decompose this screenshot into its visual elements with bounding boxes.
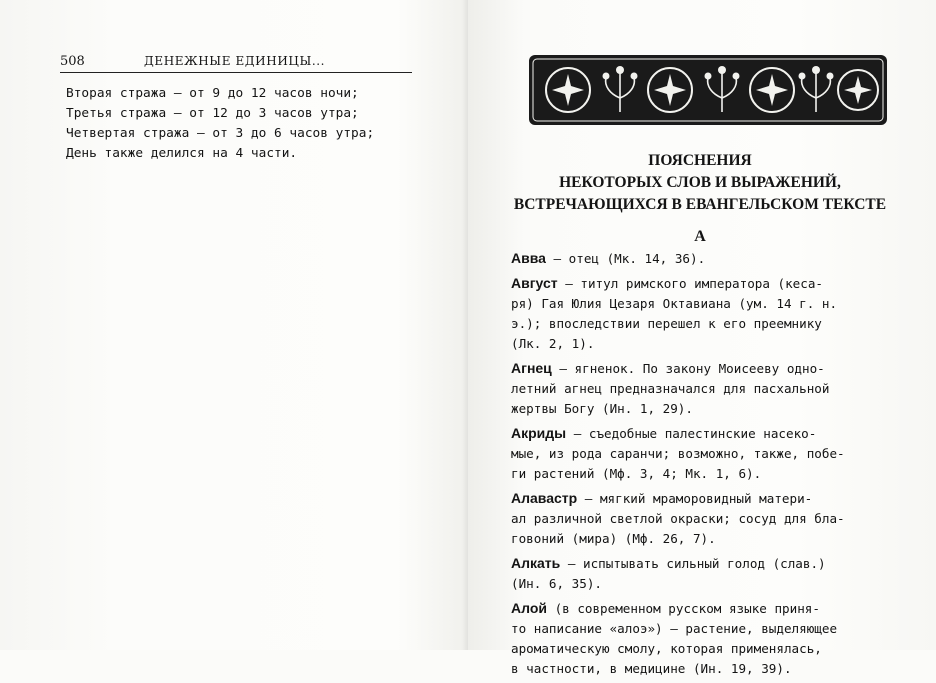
entry-text: летний агнец предназначался для пасхальной: [511, 381, 830, 396]
body-line: Третья стража – от 12 до 3 часов утра;: [66, 106, 359, 121]
glossary-entry: [511, 358, 883, 419]
running-title: ДЕНЕЖНЫЕ ЕДИНИЦЫ...: [144, 54, 326, 68]
body-line: Четвертая стража – от 3 до 6 часов утра;: [66, 126, 375, 141]
entry-text: – мягкий мрамoровидный матери-: [577, 491, 813, 506]
entry-text: говоний (мира) (Мф. 26, 7).: [511, 531, 716, 546]
entry-text: то написание «алоэ») – растение, выделяющее: [511, 621, 838, 636]
entry-text: мые, из рода саранчи; возможно, также, побе-: [511, 446, 845, 461]
ornament-headpiece-icon: [528, 54, 888, 126]
entry-text: ря) Гая Юлия Цезаря Октавиана (ум. 14 г. н.: [511, 296, 838, 311]
entry-term: Алкать: [511, 555, 561, 571]
body-line: День также делился на 4 части.: [66, 146, 298, 161]
page-number: 508: [60, 54, 85, 69]
entry-text: (в современном русском языке приня-: [546, 601, 820, 616]
section-heading: [500, 150, 900, 216]
left-page: [0, 0, 468, 650]
entry-text: ги растений (Мф. 3, 4; Мк. 1, 6).: [511, 466, 762, 481]
heading-line: ВСТРЕЧАЮЩИХСЯ В ЕВАНГЕЛЬСКОМ ТЕКСТЕ: [513, 196, 887, 213]
left-page-body: [66, 84, 426, 164]
body-line: Вторая стража – от 9 до 12 часов ночи;: [66, 86, 359, 101]
heading-line: ПОЯСНЕНИЯ: [648, 152, 752, 169]
entry-text: жертвы Богу (Ин. 1, 29).: [511, 401, 693, 416]
section-letter: А: [694, 228, 706, 245]
glossary-entries: [511, 248, 883, 683]
entry-text: ароматическую смолу, которая применялась,: [511, 641, 822, 656]
entry-term: Акриды: [511, 425, 567, 441]
heading-line: НЕКОТОРЫХ СЛОВ И ВЫРАЖЕНИЙ,: [559, 174, 841, 191]
entry-text: э.); впоследствии перешел к его преемнику: [511, 316, 822, 331]
entry-term: Август: [511, 275, 558, 291]
glossary-entry: [511, 553, 883, 594]
entry-text: (Лк. 2, 1).: [511, 336, 595, 351]
running-head: [60, 54, 412, 73]
glossary-entry: [511, 273, 883, 354]
entry-text: – титул римского императора (кеса-: [557, 276, 824, 291]
entry-term: Алавастр: [511, 490, 578, 506]
entry-text: – съедобные палестинские насеко-: [566, 426, 817, 441]
entry-text: – ягненок. По закону Моисееву одно-: [551, 361, 825, 376]
glossary-entry: [511, 598, 883, 679]
entry-text: (Ин. 6, 35).: [511, 576, 602, 591]
entry-term: Агнец: [511, 360, 552, 376]
entry-text: – испытывать сильный голод (слав.): [560, 556, 826, 571]
entry-term: Авва: [511, 250, 546, 266]
entry-text: – отец (Мк. 14, 36).: [545, 251, 706, 266]
glossary-entry: [511, 248, 883, 269]
entry-text: ал различной светлой окраски; сосуд для бла-: [511, 511, 845, 526]
entry-term: Алой: [511, 600, 547, 616]
glossary-entry: [511, 423, 883, 484]
glossary-entry: [511, 488, 883, 549]
entry-text: в частности, в медицине (Ин. 19, 39).: [511, 661, 792, 676]
